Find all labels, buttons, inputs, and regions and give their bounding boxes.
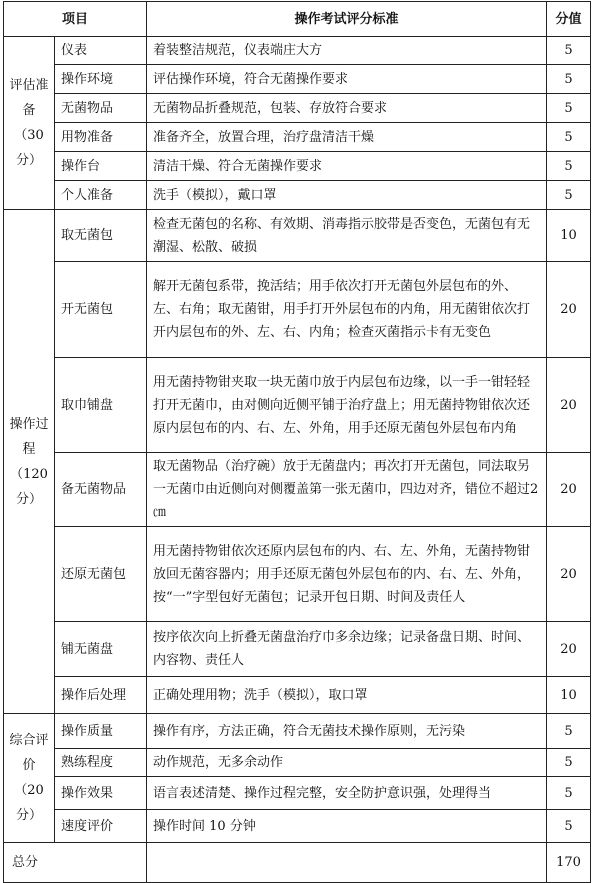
item-cell: 操作环境 <box>55 65 147 94</box>
table-row <box>4 714 591 749</box>
table-row <box>4 65 591 94</box>
score-cell: 5 <box>547 152 591 181</box>
standard-cell: 动作规范，无多余动作 <box>147 749 547 777</box>
standard-cell: 用无菌持物钳夹取一块无菌巾放于内层包布边缘，以一手一钳轻轻打开无菌巾，由对侧向近侧平铺于治疗盘上；用无菌持物钳依次还原内层包布的内、右、左、外角，用手还原无菌包外层包布内角 <box>147 358 547 453</box>
item-cell: 还原无菌包 <box>55 527 147 622</box>
total-empty-cell <box>147 843 547 883</box>
item-cell: 取巾铺盘 <box>55 358 147 453</box>
standard-cell: 准备齐全，放置合理，治疗盘清洁干燥 <box>147 123 547 152</box>
category-cell: 综合评价（20分） <box>4 714 55 843</box>
score-cell: 10 <box>547 210 591 262</box>
scoring-table <box>3 1 591 883</box>
table-row <box>4 677 591 714</box>
table-row <box>4 37 591 65</box>
standard-cell: 操作时间 10 分钟 <box>147 810 547 843</box>
table-row <box>4 181 591 210</box>
score-cell: 20 <box>547 358 591 453</box>
score-cell: 5 <box>547 37 591 65</box>
standard-cell: 解开无菌包系带，挽活结；用手依次打开无菌包外层包布的外、左、右角；取无菌钳，用手打开外层包布的内角，用无菌钳依次打开内层包布的外、左、右、内角；检查灭菌指示卡有无变色 <box>147 262 547 358</box>
table-row <box>4 123 591 152</box>
score-cell: 5 <box>547 65 591 94</box>
item-cell: 操作台 <box>55 152 147 181</box>
standard-cell: 清洁干燥、符合无菌操作要求 <box>147 152 547 181</box>
score-cell: 5 <box>547 749 591 777</box>
score-cell: 20 <box>547 622 591 677</box>
item-cell: 仪表 <box>55 37 147 65</box>
item-cell: 铺无菌盘 <box>55 622 147 677</box>
standard-cell: 按序依次向上折叠无菌盘治疗巾多余边缘；记录备盘日期、时间、内容物、责任人 <box>147 622 547 677</box>
item-cell: 操作后处理 <box>55 677 147 714</box>
table-row <box>4 358 591 453</box>
table-row <box>4 152 591 181</box>
standard-cell: 无菌物品折叠规范，包装、存放符合要求 <box>147 94 547 123</box>
table-row <box>4 262 591 358</box>
item-cell: 无菌物品 <box>55 94 147 123</box>
standard-cell: 检查无菌包的名称、有效期、消毒指示胶带是否变色，无菌包有无潮湿、松散、破损 <box>147 210 547 262</box>
header-item: 项目 <box>4 2 147 37</box>
standard-cell: 着装整洁规范，仪表端庄大方 <box>147 37 547 65</box>
item-cell: 操作效果 <box>55 777 147 810</box>
table-row <box>4 210 591 262</box>
item-cell: 操作质量 <box>55 714 147 749</box>
item-cell: 备无菌物品 <box>55 453 147 527</box>
standard-cell: 正确处理用物；洗手（模拟），取口罩 <box>147 677 547 714</box>
total-label: 总分 <box>4 843 147 883</box>
total-row <box>4 843 591 883</box>
item-cell: 速度评价 <box>55 810 147 843</box>
table-row <box>4 527 591 622</box>
score-cell: 5 <box>547 181 591 210</box>
item-cell: 熟练程度 <box>55 749 147 777</box>
total-score: 170 <box>547 843 591 883</box>
score-cell: 5 <box>547 714 591 749</box>
score-cell: 20 <box>547 453 591 527</box>
category-cell: 评估准备（30分） <box>4 37 55 210</box>
table-row <box>4 622 591 677</box>
table-row <box>4 453 591 527</box>
table-row <box>4 777 591 810</box>
table-row <box>4 810 591 843</box>
standard-cell: 评估操作环境，符合无菌操作要求 <box>147 65 547 94</box>
standard-cell: 用无菌持物钳依次还原内层包布的内、右、左、外角，无菌持物钳放回无菌容器内；用手还原无菌包外层包布的内、右、左、外角，按“一”字型包好无菌包；记录开包日期、时间及责任人 <box>147 527 547 622</box>
category-cell: 操作过程（120分） <box>4 210 55 714</box>
item-cell: 个人准备 <box>55 181 147 210</box>
standard-cell: 语言表述清楚、操作过程完整，安全防护意识强，处理得当 <box>147 777 547 810</box>
item-cell: 取无菌包 <box>55 210 147 262</box>
header-row <box>4 2 591 37</box>
score-cell: 20 <box>547 262 591 358</box>
score-cell: 10 <box>547 677 591 714</box>
header-score: 分值 <box>547 2 591 37</box>
score-cell: 5 <box>547 94 591 123</box>
standard-cell: 操作有序，方法正确，符合无菌技术操作原则，无污染 <box>147 714 547 749</box>
table-row <box>4 749 591 777</box>
table-row <box>4 94 591 123</box>
item-cell: 开无菌包 <box>55 262 147 358</box>
item-cell: 用物准备 <box>55 123 147 152</box>
score-cell: 20 <box>547 527 591 622</box>
score-cell: 5 <box>547 810 591 843</box>
header-standard: 操作考试评分标准 <box>147 2 547 37</box>
standard-cell: 洗手（模拟），戴口罩 <box>147 181 547 210</box>
standard-cell: 取无菌物品（治疗碗）放于无菌盘内；再次打开无菌包，同法取另一无菌巾由近侧向对侧覆盖第一张无菌巾，四边对齐，错位不超过2㎝ <box>147 453 547 527</box>
score-cell: 5 <box>547 123 591 152</box>
score-cell: 5 <box>547 777 591 810</box>
